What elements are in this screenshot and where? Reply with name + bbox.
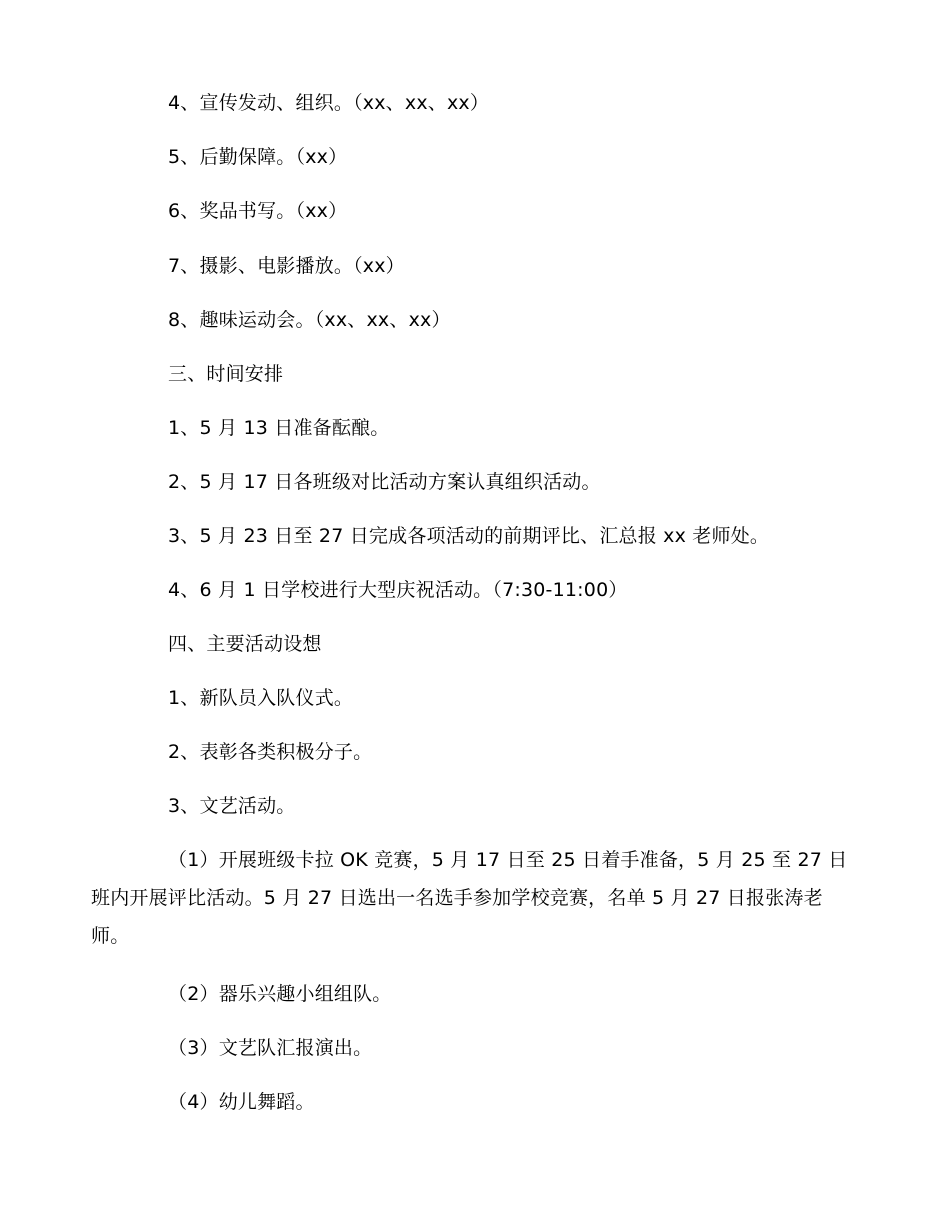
list-item-fun-sports: 8、趣味运动会。（xx、xx、xx）	[168, 309, 451, 331]
paragraph-line: 师。	[91, 925, 130, 947]
karaoke-paragraph	[91, 845, 861, 951]
schedule-item-2: 2、5 月 17 日各班级对比活动方案认真组织活动。	[168, 471, 601, 493]
sub-item-children-dance: （4）幼儿舞蹈。	[168, 1091, 315, 1113]
activity-item-1: 1、新队员入队仪式。	[168, 687, 354, 709]
section-heading-schedule: 三、时间安排	[168, 363, 284, 385]
sub-item-art-troupe: （3）文艺队汇报演出。	[168, 1037, 373, 1059]
activity-item-3: 3、文艺活动。	[168, 795, 296, 817]
paragraph-line: （1）开展班级卡拉 OK 竞赛，5 月 17 日至 25 日着手准备，5 月 25 至 27 日	[168, 849, 848, 871]
sub-item-instrument-group: （2）器乐兴趣小组组队。	[168, 983, 392, 1005]
list-item-logistics: 5、后勤保障。（xx）	[168, 146, 348, 168]
schedule-item-1: 1、5 月 13 日准备酝酿。	[168, 417, 390, 439]
activity-item-2: 2、表彰各类积极分子。	[168, 741, 373, 763]
schedule-item-4: 4、6 月 1 日学校进行大型庆祝活动。（7:30-11:00）	[168, 579, 628, 601]
paragraph-line: 班内开展评比活动。5 月 27 日选出一名选手参加学校竞赛，名单 5 月 27 日报张涛老	[91, 887, 823, 909]
list-item-publicity: 4、宣传发动、组织。（xx、xx、xx）	[168, 92, 490, 114]
list-item-prize-writing: 6、奖品书写。（xx）	[168, 200, 348, 222]
list-item-photography: 7、摄影、电影播放。（xx）	[168, 255, 405, 277]
section-heading-activities: 四、主要活动设想	[168, 633, 322, 655]
schedule-item-3: 3、5 月 23 日至 27 日完成各项活动的前期评比、汇总报 xx 老师处。	[168, 525, 770, 547]
